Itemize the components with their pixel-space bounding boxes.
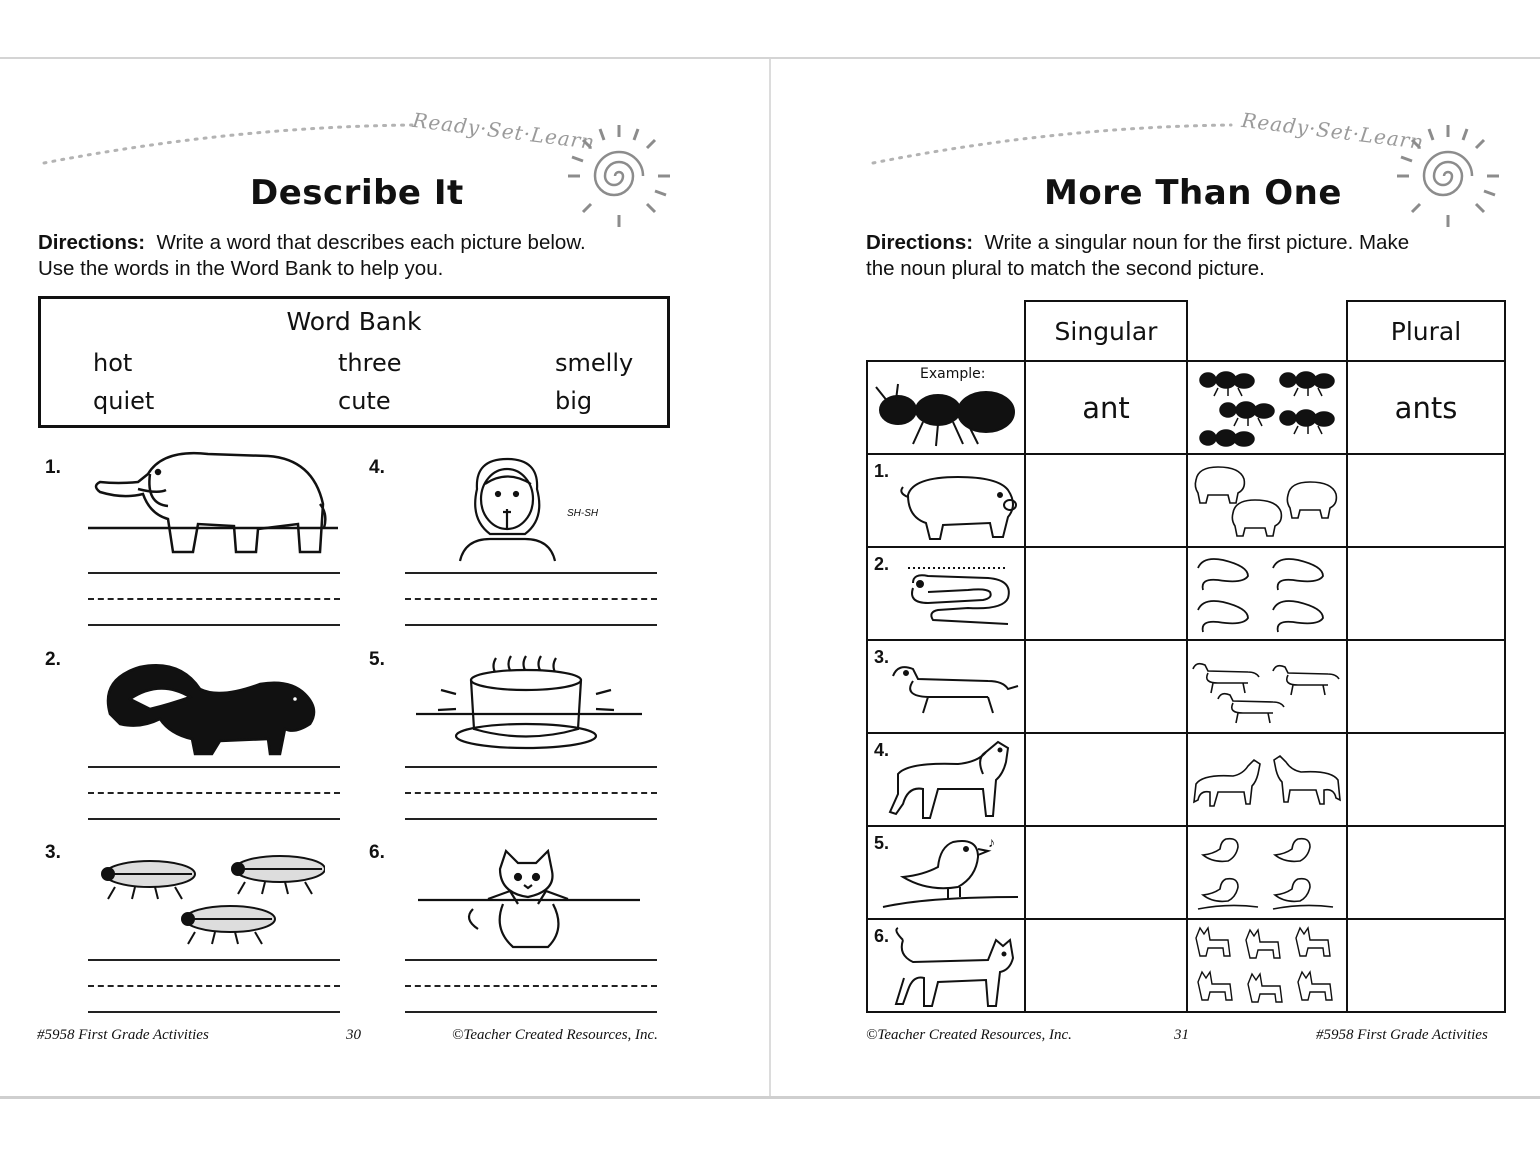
writing-lines[interactable] [88,959,340,1015]
page-title: More Than One [1044,173,1342,213]
table-row [867,826,1505,919]
directions-line2: the noun plural to match the second picture. [866,257,1265,280]
footer-page-number: 30 [346,1027,361,1043]
directions [38,230,586,282]
pig-icon [868,455,1024,546]
single-picture-cell [867,547,1025,640]
row-number: 5. [874,833,890,853]
elephant-icon [88,444,340,559]
header-plural: Plural [1347,301,1505,361]
single-picture-cell [867,640,1025,733]
plural-answer[interactable] [1347,454,1505,547]
singular-answer[interactable] [1025,640,1187,733]
plural-answer[interactable] [1347,733,1505,826]
word-bank-word: cute [338,387,391,415]
singular-answer[interactable] [1025,547,1187,640]
word-bank-word: quiet [93,387,155,415]
word-bank-title: Word Bank [286,307,422,336]
row-number: 4. [874,740,890,760]
single-picture-cell [867,361,1025,454]
single-picture-cell [867,733,1025,826]
left-page [0,59,769,1096]
singular-answer[interactable] [1025,919,1187,1012]
singular-answer[interactable] [1025,733,1187,826]
skunk-icon [100,659,325,759]
plural-answer[interactable] [1347,919,1505,1012]
bird-icon [868,827,1024,918]
word-bank [38,296,670,428]
single-picture-cell [867,919,1025,1012]
bottom-edge [0,1096,1540,1099]
word-bank-word: big [555,387,593,415]
birds-icon [1188,827,1346,918]
group-picture-cell [1187,640,1347,733]
directions [866,230,1409,282]
svg-text:♪: ♪ [988,834,995,850]
writing-lines[interactable] [405,572,657,628]
banner-dots [40,119,420,169]
group-picture-cell [1187,733,1347,826]
page-title: Describe It [250,173,464,213]
noun-table [866,300,1506,1013]
row-number: 2. [874,554,890,574]
writing-lines[interactable] [88,572,340,628]
item-number: 5. [369,649,385,670]
footer-left: #5958 First Grade Activities [37,1027,209,1043]
group-picture-cell [1187,547,1347,640]
header-singular: Singular [1025,301,1187,361]
directions-line2: Use the words in the Word Bank to help you. [38,257,444,280]
banner-text: Ready·Set·Learn [1240,107,1426,155]
horse-icon [868,734,1024,825]
group-picture-cell [1187,826,1347,919]
word-bank-word: hot [93,349,133,377]
directions-label: Directions: [866,231,974,254]
quiet-caption: SH-SH [567,508,599,519]
example-label: Example: [920,366,986,382]
table-row [867,733,1505,826]
single-picture-cell [867,826,1025,919]
ant-icon [868,362,1024,453]
directions-line1: Write a word that describes each picture below. [156,231,586,254]
hot-pot-icon [416,654,644,759]
table-row [867,919,1505,1012]
writing-lines[interactable] [88,766,340,822]
snakes-icon [1188,548,1346,639]
pigs-icon [1188,455,1346,546]
singular-answer[interactable] [1025,826,1187,919]
cats-icon [1188,920,1346,1011]
plural-answer: ants [1347,361,1505,454]
writing-lines[interactable] [405,766,657,822]
group-picture-cell [1187,919,1347,1012]
group-picture-cell [1187,454,1347,547]
word-bank-word: three [338,349,402,377]
plural-answer[interactable] [1347,547,1505,640]
table-header-row [867,301,1505,361]
item-number: 6. [369,842,385,863]
table-row [867,361,1505,454]
item-number: 2. [45,649,61,670]
horses-icon [1188,734,1346,825]
table-row [867,547,1505,640]
banner-text: Ready·Set·Learn [411,107,597,155]
kitten-icon [418,849,643,949]
single-picture-cell [867,454,1025,547]
ants-icon [1188,362,1346,453]
footer-right: ©Teacher Created Resources, Inc. [452,1027,658,1043]
directions-line1: Write a singular noun for the first picture. Make [984,231,1410,254]
quiet-girl-icon [455,454,605,564]
beetles-icon [100,839,325,949]
sun-icon [564,121,674,231]
plural-answer[interactable] [1347,826,1505,919]
table-row [867,640,1505,733]
item-number: 3. [45,842,61,863]
row-number: 6. [874,926,890,946]
dogs-icon [1188,641,1346,732]
footer-left: ©Teacher Created Resources, Inc. [866,1027,1072,1043]
word-bank-word: smelly [555,349,634,377]
row-number: 1. [874,461,890,481]
sun-icon [1393,121,1503,231]
banner-dots [869,119,1239,169]
row-number: 3. [874,647,890,667]
table-row [867,454,1505,547]
directions-label: Directions: [38,231,146,254]
singular-answer[interactable] [1025,454,1187,547]
footer-page-number: 31 [1174,1027,1189,1043]
writing-lines[interactable] [405,959,657,1015]
footer-right: #5958 First Grade Activities [1316,1027,1488,1043]
snake-icon [868,548,1024,639]
item-number: 1. [45,457,61,478]
right-page [771,59,1540,1096]
group-picture-cell [1187,361,1347,454]
dog-icon [868,641,1024,732]
item-number: 4. [369,457,385,478]
singular-answer: ant [1025,361,1187,454]
cat-icon [868,920,1024,1011]
plural-answer[interactable] [1347,640,1505,733]
